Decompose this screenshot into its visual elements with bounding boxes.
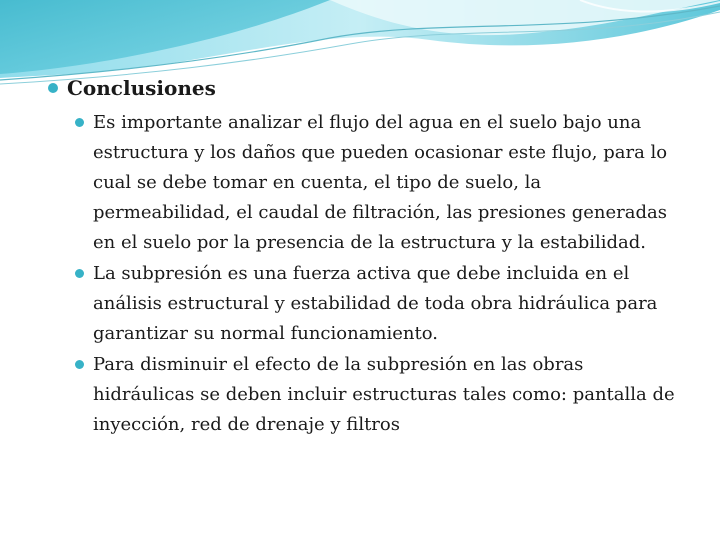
slide-content bbox=[48, 72, 688, 441]
bullet-text: La subpresión es una fuerza activa que debe incluida en el análisis estructural y estabilidad de toda obra hidráulica para garantizar su normal funcionamiento. bbox=[93, 263, 658, 344]
list-item bbox=[75, 108, 688, 258]
bullet-icon bbox=[75, 360, 84, 369]
list-item bbox=[75, 350, 688, 440]
heading-row bbox=[48, 72, 688, 104]
slide-heading: Conclusiones bbox=[67, 76, 216, 100]
bullet-icon bbox=[75, 118, 84, 127]
list-item bbox=[75, 259, 688, 349]
bullet-list bbox=[75, 108, 688, 440]
bullet-text: Para disminuir el efecto de la subpresión en las obras hidráulicas se deben incluir estructuras tales como: pantalla de inyección, red de drenaje y filtros bbox=[93, 354, 675, 435]
bullet-icon bbox=[48, 83, 58, 93]
bullet-text: Es importante analizar el flujo del agua en el suelo bajo una estructura y los daños que pueden ocasionar este flujo, para lo cual se debe tomar en cuenta, el tipo de suelo, la permeabilidad, el caudal de filtración, las presiones generadas en el suelo por la presencia de la estructura y la estabilidad. bbox=[93, 112, 668, 253]
bullet-icon bbox=[75, 269, 84, 278]
